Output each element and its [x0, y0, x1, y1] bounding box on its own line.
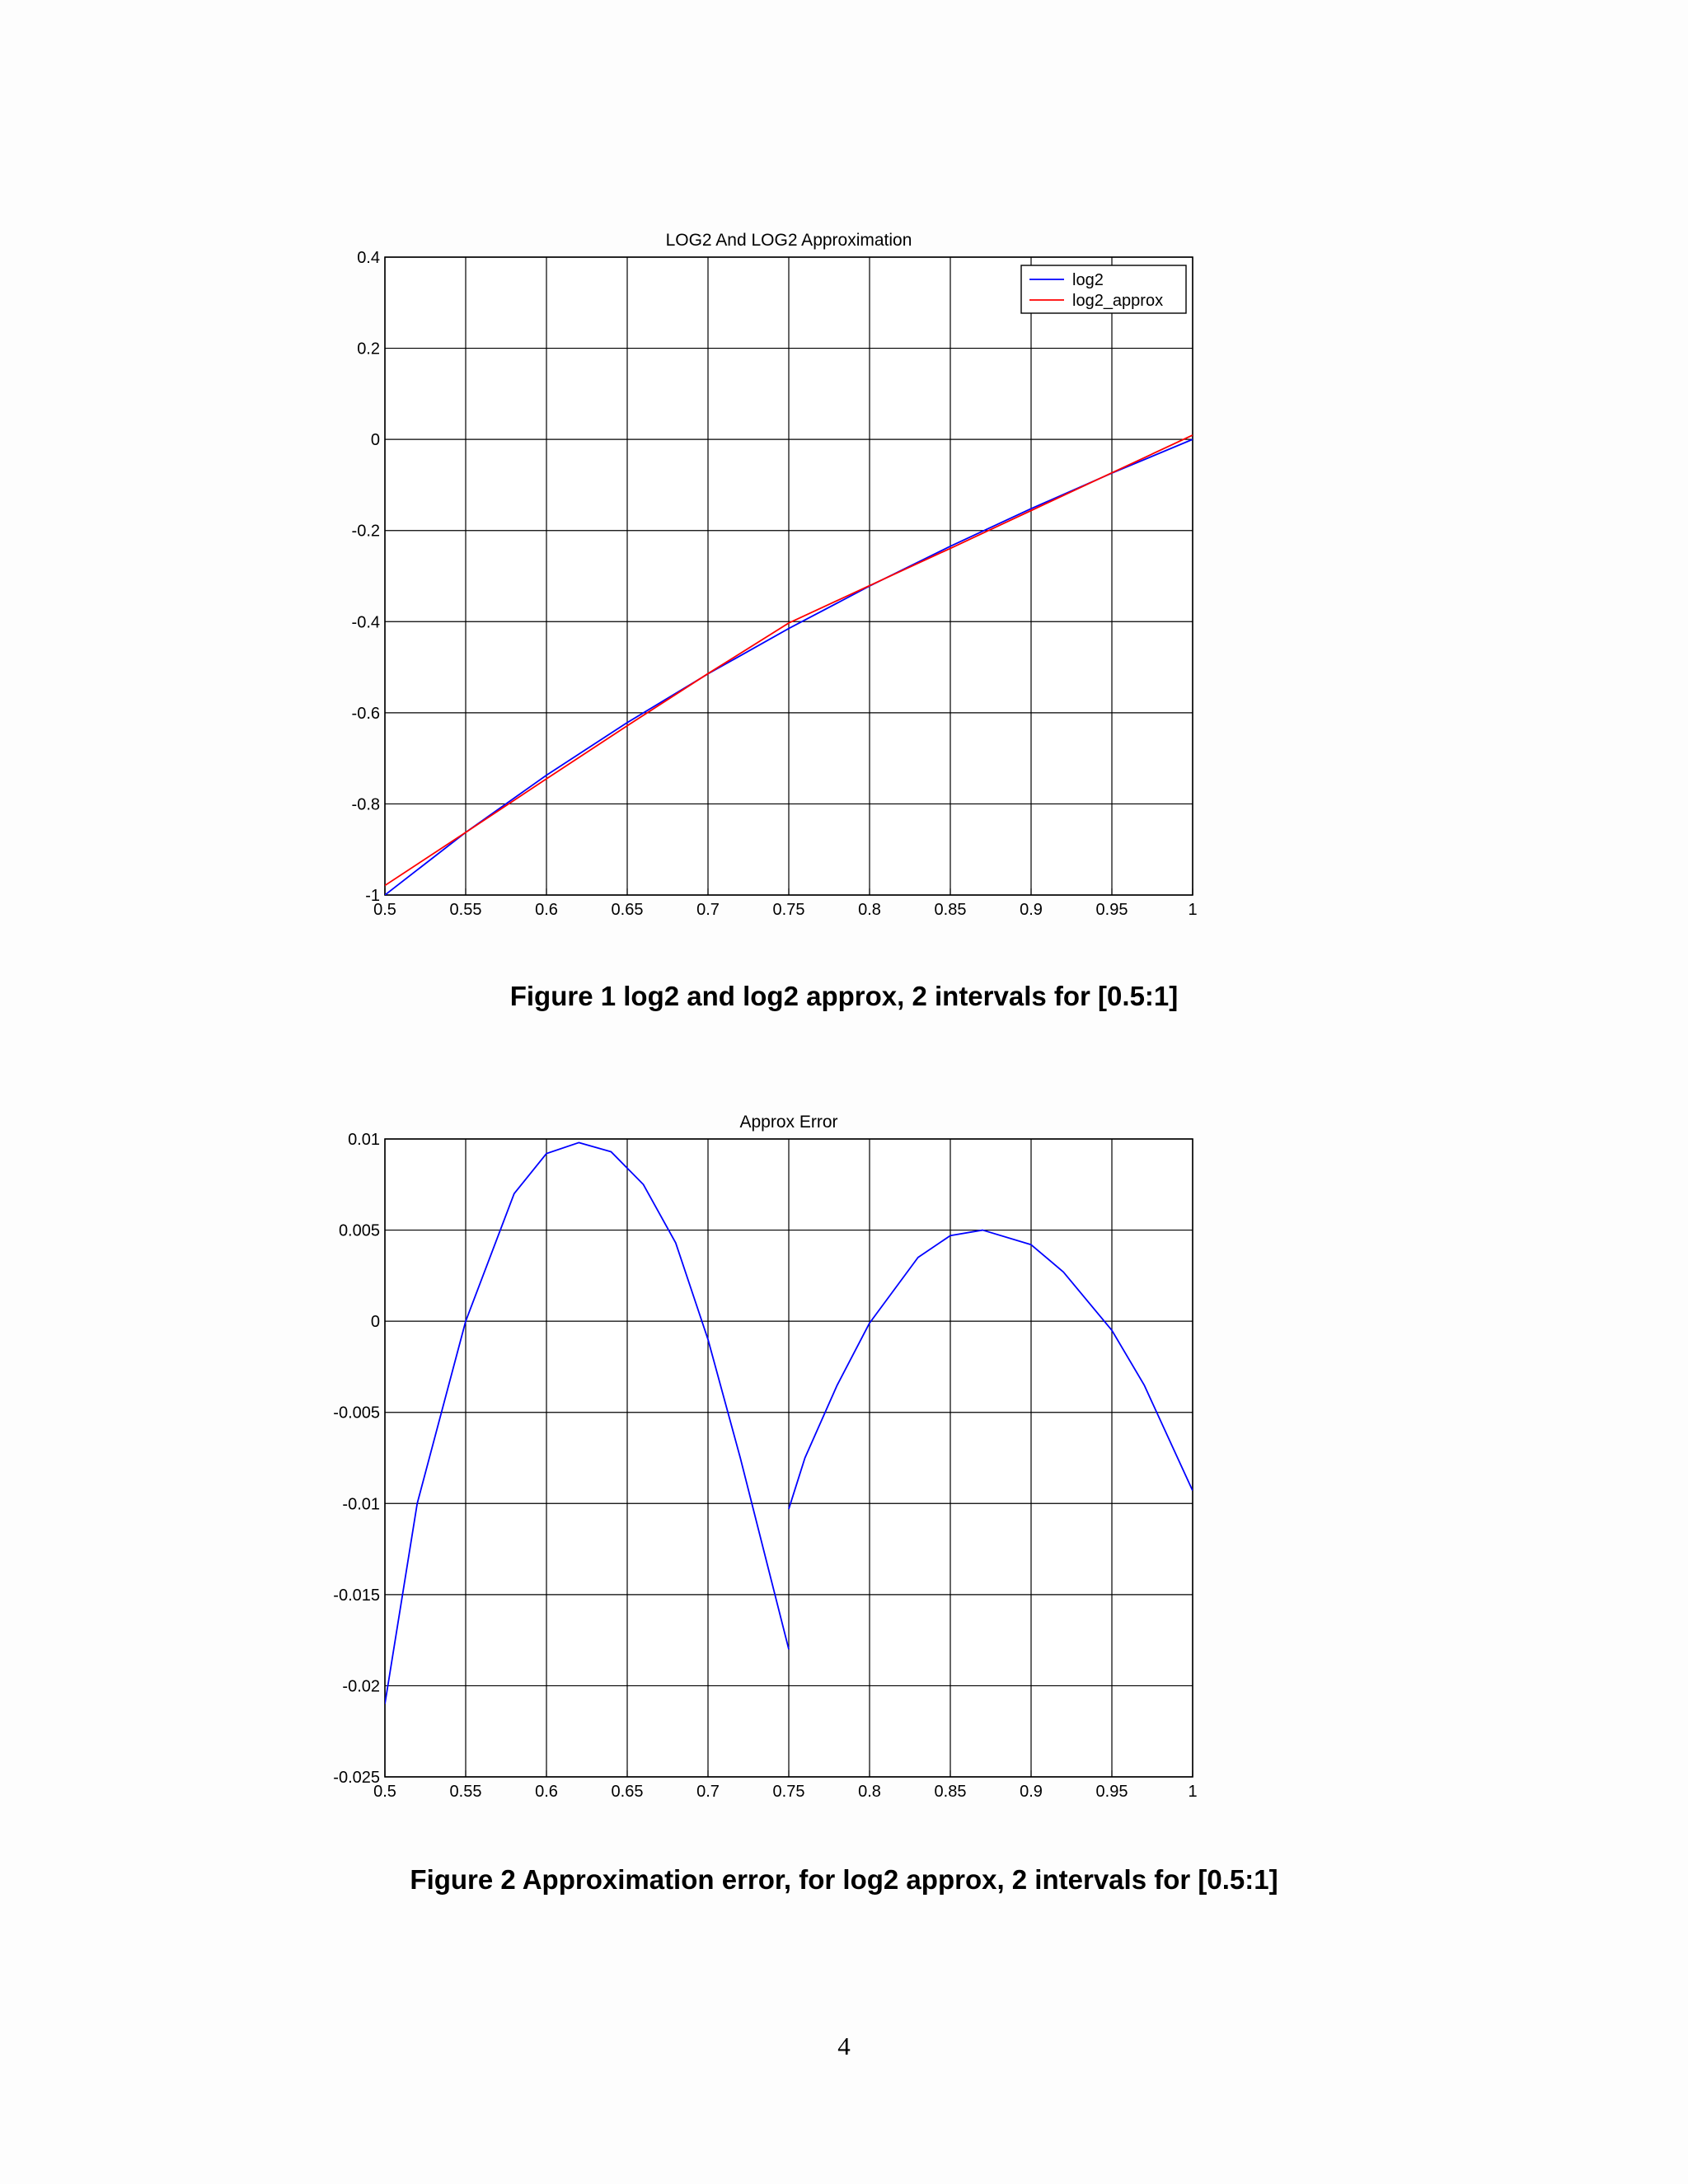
- y-tick-label: -0.4: [351, 613, 380, 632]
- log2-approximation-chart: [0, 198, 1688, 940]
- x-tick-label: 0.5: [373, 901, 396, 919]
- y-tick-label: -0.025: [333, 1769, 380, 1787]
- y-tick-label: -0.8: [351, 795, 380, 814]
- x-tick-label: 0.75: [772, 1783, 805, 1801]
- x-tick-label: 0.55: [449, 901, 482, 919]
- x-tick-label: 0.5: [373, 1783, 396, 1801]
- chart-title: Approx Error: [739, 1113, 838, 1132]
- x-tick-label: 0.75: [772, 901, 805, 919]
- legend-label: log2_approx: [1072, 292, 1164, 310]
- chart-title: LOG2 And LOG2 Approximation: [665, 231, 912, 250]
- y-tick-label: -0.02: [342, 1677, 380, 1696]
- y-tick-label: -0.015: [333, 1586, 380, 1605]
- x-tick-label: 0.9: [1020, 901, 1043, 919]
- y-tick-label: -0.005: [333, 1404, 380, 1422]
- figure-2-caption: Figure 2 Approximation error, for log2 approx, 2 intervals for [0.5:1]: [410, 1864, 1278, 1895]
- figure-1-caption: Figure 1 log2 and log2 approx, 2 intervals for [0.5:1]: [509, 981, 1179, 1011]
- y-tick-label: 0.4: [357, 249, 380, 267]
- x-tick-label: 0.95: [1095, 901, 1128, 919]
- x-tick-label: 0.6: [535, 1783, 558, 1801]
- y-tick-label: 0: [370, 431, 380, 450]
- x-tick-label: 0.7: [696, 901, 720, 919]
- x-tick-label: 0.95: [1095, 1783, 1128, 1801]
- legend: [1021, 265, 1186, 313]
- x-tick-label: 0.8: [858, 901, 881, 919]
- y-tick-label: -1: [365, 887, 380, 905]
- x-tick-label: 1: [1188, 1783, 1198, 1801]
- y-tick-label: -0.6: [351, 704, 380, 723]
- y-tick-label: 0: [370, 1313, 380, 1332]
- x-tick-label: 0.6: [535, 901, 558, 919]
- page-number: 4: [837, 2032, 851, 2060]
- x-tick-label: 0.85: [934, 901, 967, 919]
- x-tick-label: 0.55: [449, 1783, 482, 1801]
- y-tick-label: -0.01: [342, 1495, 380, 1514]
- x-tick-label: 0.9: [1020, 1783, 1043, 1801]
- x-tick-label: 0.85: [934, 1783, 967, 1801]
- x-tick-label: 0.8: [858, 1783, 881, 1801]
- x-tick-label: 0.65: [611, 1783, 644, 1801]
- x-tick-label: 0.7: [696, 1783, 720, 1801]
- y-tick-label: 0.005: [338, 1221, 380, 1240]
- y-tick-label: 0.2: [357, 340, 380, 359]
- x-tick-label: 0.65: [611, 901, 644, 919]
- legend-label: log2: [1072, 271, 1104, 289]
- y-tick-label: -0.2: [351, 522, 380, 541]
- y-tick-label: 0.01: [348, 1131, 380, 1149]
- approximation-error-chart: [0, 1080, 1688, 1821]
- x-tick-label: 1: [1188, 901, 1198, 919]
